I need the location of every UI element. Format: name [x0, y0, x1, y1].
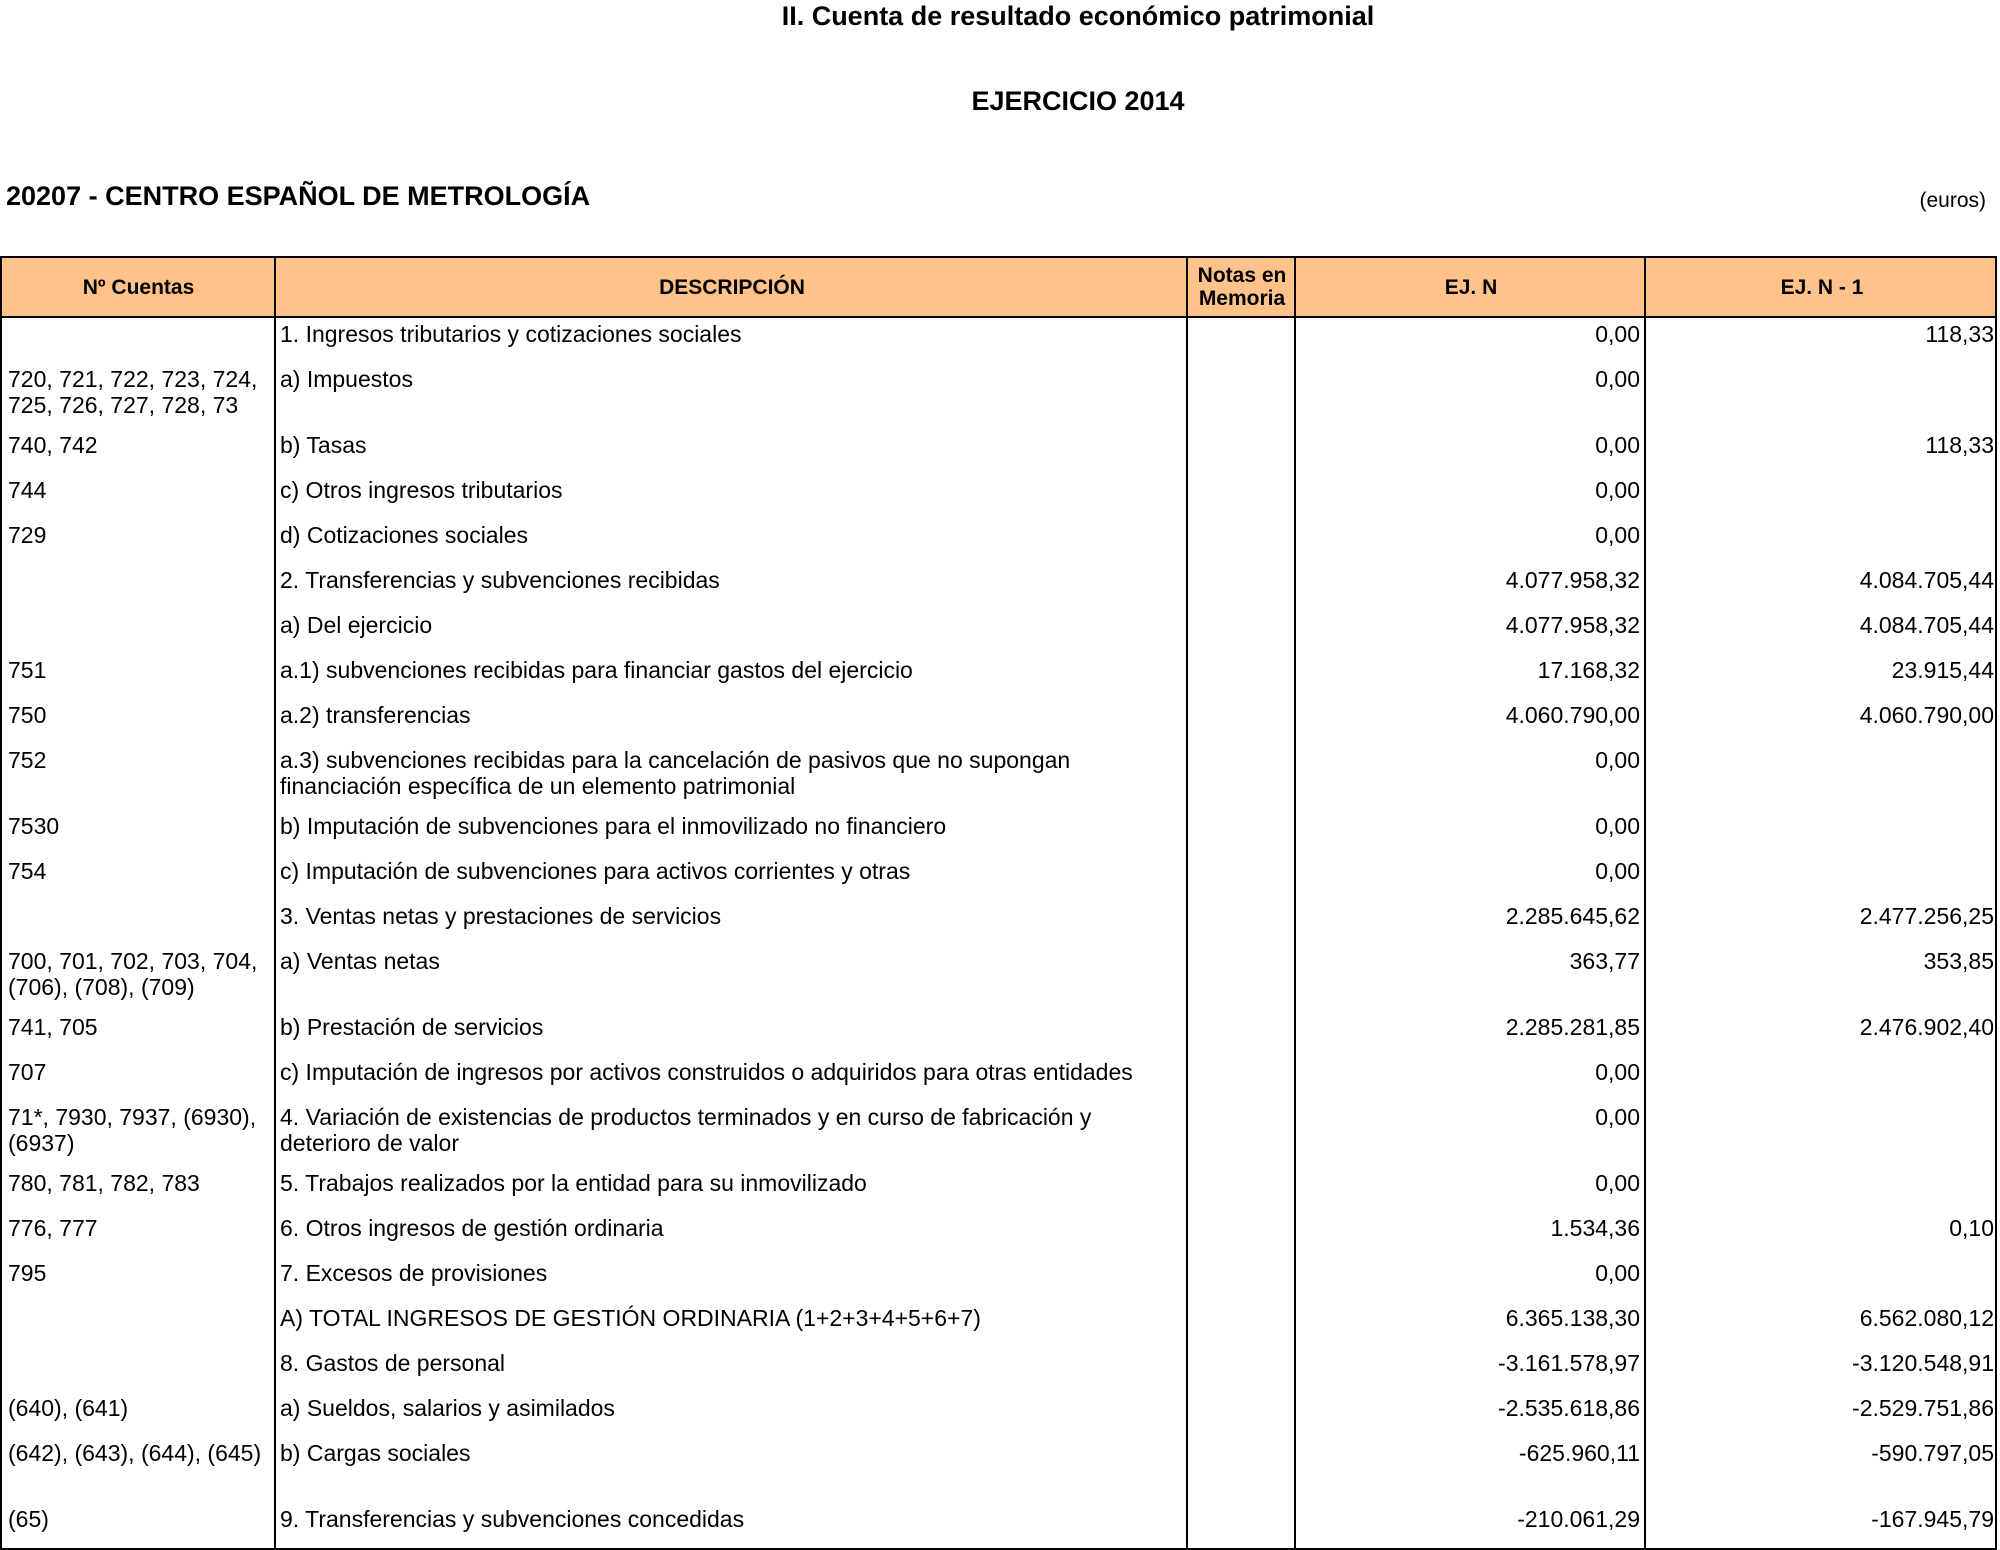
- table-row: [2, 1300, 1995, 1345]
- current-year-value-cell: 1.534,36: [1550, 1215, 1640, 1241]
- account-codes-cell: 720, 721, 722, 723, 724, 725, 726, 727, 728, 73: [8, 366, 258, 418]
- previous-year-value-cell: -167.945,79: [1871, 1506, 1994, 1532]
- table-row: [2, 697, 1995, 742]
- account-codes-cell: 729: [8, 522, 47, 548]
- previous-year-value-cell: 2.476.902,40: [1859, 1014, 1994, 1040]
- description-cell: 7. Excesos de provisiones: [280, 1260, 548, 1286]
- table-row: [2, 1501, 1995, 1546]
- entity-name: 20207 - CENTRO ESPAÑOL DE METROLOGÍA: [6, 181, 591, 211]
- description-cell: c) Imputación de subvenciones para activos corrientes y otras: [280, 858, 911, 884]
- description-cell: 6. Otros ingresos de gestión ordinaria: [280, 1215, 664, 1241]
- table-row: [2, 652, 1995, 697]
- table-row: [2, 1165, 1995, 1210]
- current-year-value-cell: -625.960,11: [1518, 1440, 1640, 1466]
- col-header-cuentas: Nº Cuentas: [82, 275, 195, 299]
- table-row: [2, 472, 1995, 517]
- previous-year-value-cell: 6.562.080,12: [1859, 1305, 1994, 1331]
- account-codes-cell: 740, 742: [8, 432, 98, 458]
- previous-year-value-cell: 4.084.705,44: [1859, 567, 1994, 593]
- previous-year-value-cell: 2.477.256,25: [1859, 903, 1994, 929]
- col-header-ej-n1: EJ. N - 1: [1780, 275, 1864, 299]
- description-cell: 5. Trabajos realizados por la entidad para su inmovilizado: [280, 1170, 867, 1196]
- col-header-notas: Notas en Memoria: [1197, 264, 1287, 310]
- account-codes-cell: (640), (641): [8, 1395, 129, 1421]
- previous-year-value-cell: 118,33: [1925, 321, 1994, 347]
- current-year-value-cell: 4.060.790,00: [1505, 702, 1640, 728]
- current-year-value-cell: 17.168,32: [1537, 657, 1640, 683]
- account-codes-cell: 707: [8, 1059, 47, 1085]
- account-codes-cell: 744: [8, 477, 47, 503]
- table-row: [2, 1009, 1995, 1054]
- current-year-value-cell: 0,00: [1595, 522, 1640, 548]
- table-row: [2, 742, 1995, 808]
- account-codes-cell: 71*, 7930, 7937, (6930), (6937): [8, 1104, 257, 1156]
- description-cell: 1. Ingresos tributarios y cotizaciones sociales: [280, 321, 742, 347]
- current-year-value-cell: 0,00: [1595, 1059, 1640, 1085]
- account-codes-cell: 752: [8, 747, 47, 773]
- account-codes-cell: (65): [8, 1506, 49, 1532]
- description-cell: d) Cotizaciones sociales: [280, 522, 529, 548]
- table-row: [2, 808, 1995, 853]
- table-row: [2, 517, 1995, 562]
- previous-year-value-cell: 353,85: [1923, 948, 1994, 974]
- current-year-value-cell: -210.061,29: [1517, 1506, 1640, 1532]
- description-cell: c) Otros ingresos tributarios: [280, 477, 563, 503]
- previous-year-value-cell: 118,33: [1925, 432, 1994, 458]
- previous-year-value-cell: -590.797,05: [1871, 1440, 1994, 1466]
- description-cell: a) Ventas netas: [280, 948, 440, 974]
- table-row: [2, 1099, 1995, 1165]
- account-codes-cell: 741, 705: [8, 1014, 98, 1040]
- previous-year-value-cell: 0,10: [1949, 1215, 1994, 1241]
- description-cell: a) Del ejercicio: [280, 612, 433, 638]
- table-row: [2, 853, 1995, 898]
- table-row: [2, 1054, 1995, 1099]
- current-year-value-cell: 2.285.645,62: [1505, 903, 1640, 929]
- current-year-value-cell: 0,00: [1595, 1260, 1640, 1286]
- account-codes-cell: 754: [8, 858, 47, 884]
- description-cell: c) Imputación de ingresos por activos construidos o adquiridos para otras entidades: [280, 1059, 1133, 1085]
- description-cell: b) Imputación de subvenciones para el inmovilizado no financiero: [280, 813, 947, 839]
- current-year-value-cell: 0,00: [1595, 813, 1640, 839]
- table-row: [2, 1255, 1995, 1300]
- description-cell: a.3) subvenciones recibidas para la cancelación de pasivos que no supongan financiación específica de un elemento patrimonial: [280, 747, 1071, 799]
- results-table: [0, 256, 1997, 1550]
- current-year-value-cell: 4.077.958,32: [1505, 567, 1640, 593]
- description-cell: 4. Variación de existencias de productos terminados y en curso de fabricación y deterioro de valor: [280, 1104, 1092, 1156]
- previous-year-value-cell: -3.120.548,91: [1852, 1350, 1994, 1376]
- table-header: [2, 256, 1995, 318]
- table-row: [2, 898, 1995, 943]
- table-row: [2, 1390, 1995, 1435]
- description-cell: A) TOTAL INGRESOS DE GESTIÓN ORDINARIA (1+2+3+4+5+6+7): [280, 1305, 981, 1331]
- table-body: [2, 316, 1995, 1546]
- current-year-value-cell: 0,00: [1595, 747, 1640, 773]
- table-row: [2, 562, 1995, 607]
- current-year-value-cell: 0,00: [1595, 1170, 1640, 1196]
- previous-year-value-cell: 23.915,44: [1891, 657, 1994, 683]
- col-header-descripcion: DESCRIPCIÓN: [659, 275, 805, 299]
- table-row: [2, 607, 1995, 652]
- col-header-ej-n: EJ. N: [1444, 275, 1498, 299]
- table-row: [2, 361, 1995, 427]
- description-cell: a) Sueldos, salarios y asimilados: [280, 1395, 615, 1421]
- table-row: [2, 1210, 1995, 1255]
- fiscal-year: EJERCICIO 2014: [971, 86, 1185, 116]
- current-year-value-cell: 4.077.958,32: [1505, 612, 1640, 638]
- account-codes-cell: 776, 777: [8, 1215, 98, 1241]
- previous-year-value-cell: 4.084.705,44: [1859, 612, 1994, 638]
- description-cell: 2. Transferencias y subvenciones recibidas: [280, 567, 720, 593]
- table-row: [2, 316, 1995, 361]
- description-cell: a.1) subvenciones recibidas para financiar gastos del ejercicio: [280, 657, 913, 683]
- account-codes-cell: 751: [8, 657, 47, 683]
- currency-units: (euros): [1919, 189, 1986, 212]
- table-row: [2, 427, 1995, 472]
- description-cell: b) Tasas: [280, 432, 367, 458]
- current-year-value-cell: 0,00: [1595, 432, 1640, 458]
- account-codes-cell: 750: [8, 702, 47, 728]
- account-codes-cell: 780, 781, 782, 783: [8, 1170, 200, 1196]
- description-cell: b) Cargas sociales: [280, 1440, 471, 1466]
- current-year-value-cell: 0,00: [1595, 1104, 1640, 1130]
- account-codes-cell: (642), (643), (644), (645): [8, 1440, 262, 1466]
- current-year-value-cell: 0,00: [1595, 366, 1640, 392]
- account-codes-cell: 7530: [8, 813, 60, 839]
- description-cell: 3. Ventas netas y prestaciones de servicios: [280, 903, 722, 929]
- previous-year-value-cell: -2.529.751,86: [1852, 1395, 1994, 1421]
- current-year-value-cell: -2.535.618,86: [1498, 1395, 1640, 1421]
- table-row: [2, 1345, 1995, 1390]
- description-cell: a) Impuestos: [280, 366, 413, 392]
- description-cell: a.2) transferencias: [280, 702, 471, 728]
- current-year-value-cell: 6.365.138,30: [1505, 1305, 1640, 1331]
- description-cell: 8. Gastos de personal: [280, 1350, 506, 1376]
- current-year-value-cell: 0,00: [1595, 858, 1640, 884]
- table-row: [2, 1435, 1995, 1501]
- current-year-value-cell: -3.161.578,97: [1498, 1350, 1640, 1376]
- account-codes-cell: 700, 701, 702, 703, 704, (706), (708), (709): [8, 948, 258, 1000]
- current-year-value-cell: 0,00: [1595, 321, 1640, 347]
- table-row: [2, 943, 1995, 1009]
- current-year-value-cell: 363,77: [1569, 948, 1640, 974]
- description-cell: 9. Transferencias y subvenciones concedidas: [280, 1506, 745, 1532]
- current-year-value-cell: 2.285.281,85: [1505, 1014, 1640, 1040]
- current-year-value-cell: 0,00: [1595, 477, 1640, 503]
- description-cell: b) Prestación de servicios: [280, 1014, 544, 1040]
- report-title: II. Cuenta de resultado económico patrimonial: [781, 1, 1375, 31]
- previous-year-value-cell: 4.060.790,00: [1859, 702, 1994, 728]
- account-codes-cell: 795: [8, 1260, 47, 1286]
